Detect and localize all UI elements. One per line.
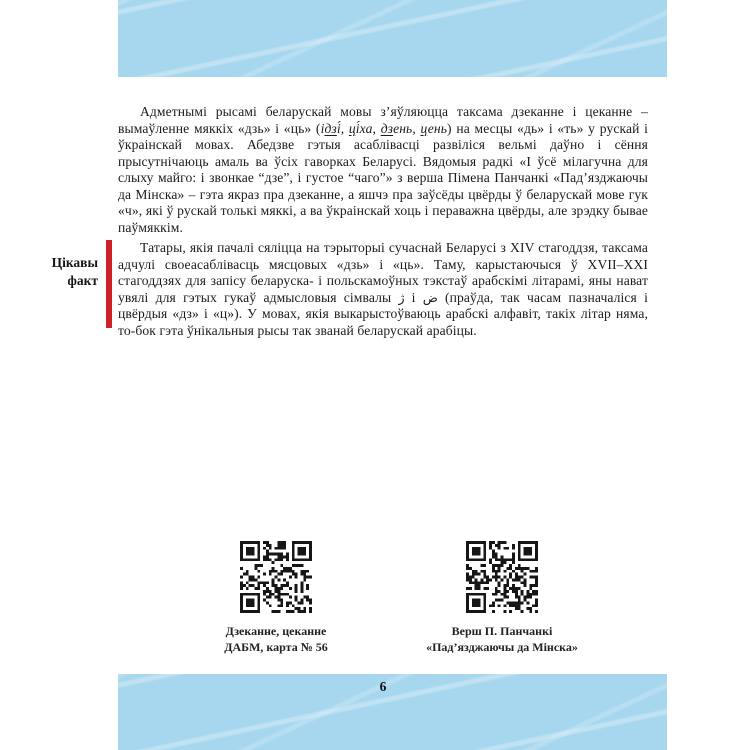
qr-figure-versh [402, 541, 602, 655]
qr-code-image [466, 541, 538, 613]
qr-caption-line2: ДАБМ, карта № 56 [224, 640, 328, 654]
qr-caption-line1: Дзеканне, цеканне [225, 624, 327, 638]
fact-accent-bar [106, 240, 112, 328]
fact-paragraph: Татары, якія пачалі сяліцца на тэрыторыі сучаснай Беларусі з XIV стагоддзя, таксама адчулі своеасаблівасць мясцовых «дзь» і «ць». Таму, карыстаючыся ў XVII–XXI стагоддзях для запісу беларуска- і польскамоўных тэкстаў арабскімі літарамі, яны нават увялі для гэтых гукаў адмысловыя сімвалы ژ і ض (праўда, так часам пазначаліся і цвёрдыя «дз» і «ц»). У мовах, якія выкарыстоўваюць арабскі алфавіт, такіх літар няма, то-бок гэта ўнікальныя рысы так званай беларускай арабіцы. [118, 240, 649, 338]
qr-caption [402, 623, 602, 655]
qr-caption-line1: Верш П. Панчанкі [451, 624, 553, 638]
qr-caption [176, 623, 376, 655]
top-decoration-band [118, 0, 667, 77]
qr-caption-line2: «Пад’язджаючы да Мінска» [426, 640, 578, 654]
fact-label-line2: факт [67, 272, 98, 288]
fact-sidebar-label [28, 254, 98, 289]
qr-code-image [240, 541, 312, 613]
page-number: 6 [379, 679, 387, 694]
fact-label-line1: Цікавы [51, 255, 98, 270]
qr-figure-dzekanne [176, 541, 376, 655]
intro-paragraph: Адметнымі рысамі беларускай мовы з’яўляюцца таксама дзеканне і цеканне – вымаўленне мяккіх «дзь» і «ць» (ідзі́, ці́ха, дзень, цень) на месцы «дь» і «ть» у рускай і ўкраінскай мовах. Абедзве гэтыя асаблівасці развіліся вельмі даўно і сёння прысутнічаюць амаль ва ўсіх гаворках Беларусі. Вядомыя радкі «І ўсё мілагучна для слыху майго: і звонкае “дзе”, і густое “чаго”» з верша Пімена Панчанкі «Пад’язджаючы да Мінска» – гэта якраз пра дзеканне, а яшчэ пра заўсёды цвёрды ў беларускай мове гук «ч», які ў рускай толькі мяккі, а ва ўкраінскай хоць і пераважна цвёрды, але зрэдку бывае паўмяккім. [118, 104, 649, 235]
